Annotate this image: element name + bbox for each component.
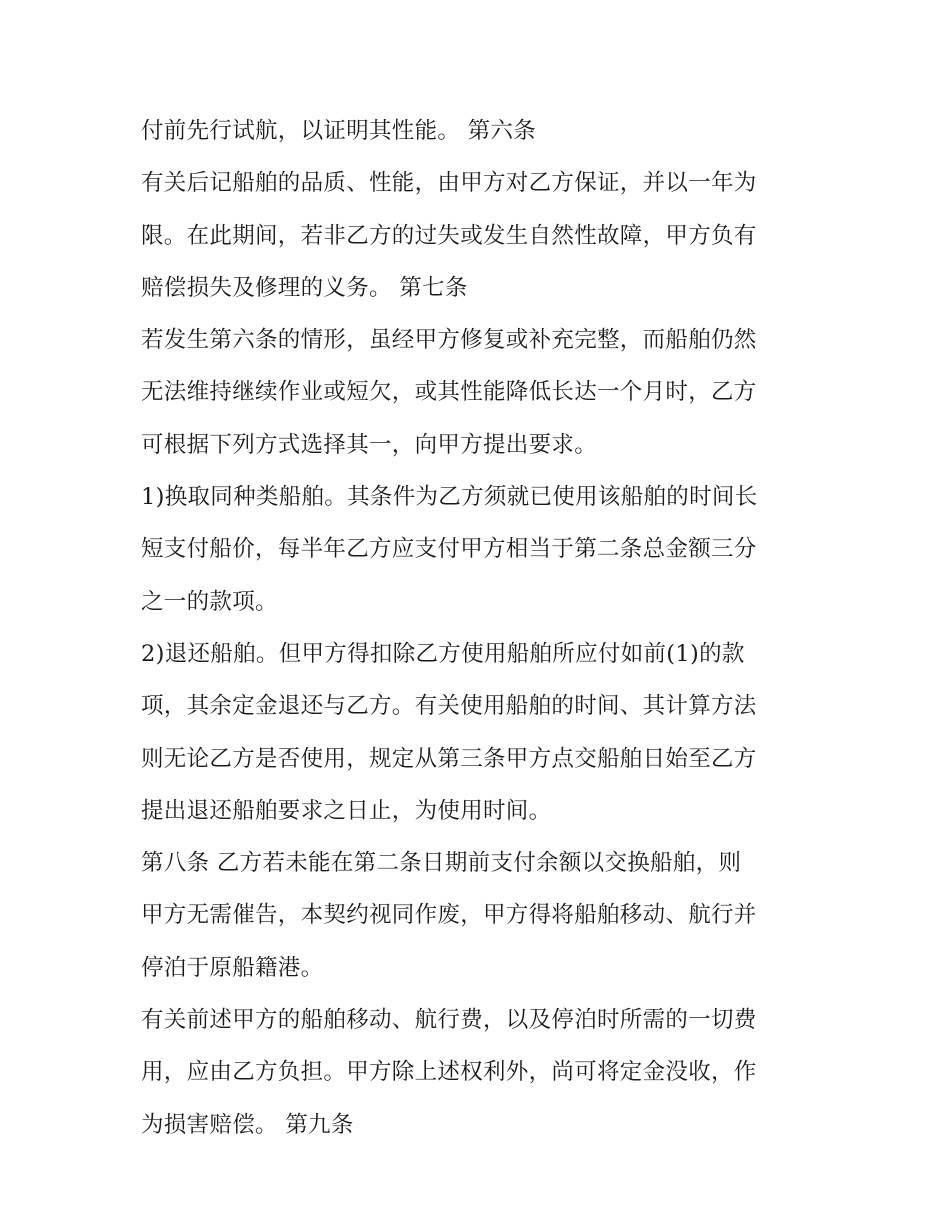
text-line: 项，其余定金退还与乙方。有关使用船舶的时间、其计算方法 [141,693,757,720]
text-line: 若发生第六条的情形，虽经甲方修复或补充完整，而船舶仍然 [141,327,757,354]
text-line: 有关后记船舶的品质、性能，由甲方对乙方保证，并以一年为 [141,170,757,197]
text-line: 则无论乙方是否使用，规定从第三条甲方点交船舶日始至乙方 [141,745,757,772]
text-line: 用，应由乙方负担。甲方除上述权利外，尚可将定金没收，作 [141,1059,757,1086]
text-line: 付前先行试航，以证明其性能。 第六条 [141,118,537,144]
text-line: 赔偿损失及修理的义务。 第七条 [141,274,468,301]
text-line: 为损害赔偿。 第九条 [141,1111,354,1138]
text-line: 有关前述甲方的船舶移动、航行费，以及停泊时所需的一切费 [141,1007,757,1034]
text-line: 停泊于原船籍港。 [141,954,324,981]
text-line: 短支付船价，每半年乙方应支付甲方相当于第二条总金额三分 [141,536,757,563]
text-line: 可根据下列方式选择其一，向甲方提出要求。 [141,431,598,458]
text-line: 之一的款项。 [141,588,278,615]
text-line: 1)换取同种类船舶。其条件为乙方须就已使用该船舶的时间长 [141,484,758,511]
text-line: 提出退还船舶要求之日止，为使用时间。 [141,797,552,824]
text-line: 2)退还船舶。但甲方得扣除乙方使用船舶所应付如前(1)的款 [141,640,745,667]
text-line: 限。在此期间，若非乙方的过失或发生自然性故障，甲方负有 [141,222,757,249]
text-line: 第八条 乙方若未能在第二条日期前支付余额以交换船舶，则 [141,850,742,877]
text-line: 甲方无需催告，本契约视同作废，甲方得将船舶移动、航行并 [141,902,757,929]
text-line: 无法维持继续作业或短欠，或其性能降低长达一个月时，乙方 [141,379,757,406]
document-body [141,105,821,1151]
